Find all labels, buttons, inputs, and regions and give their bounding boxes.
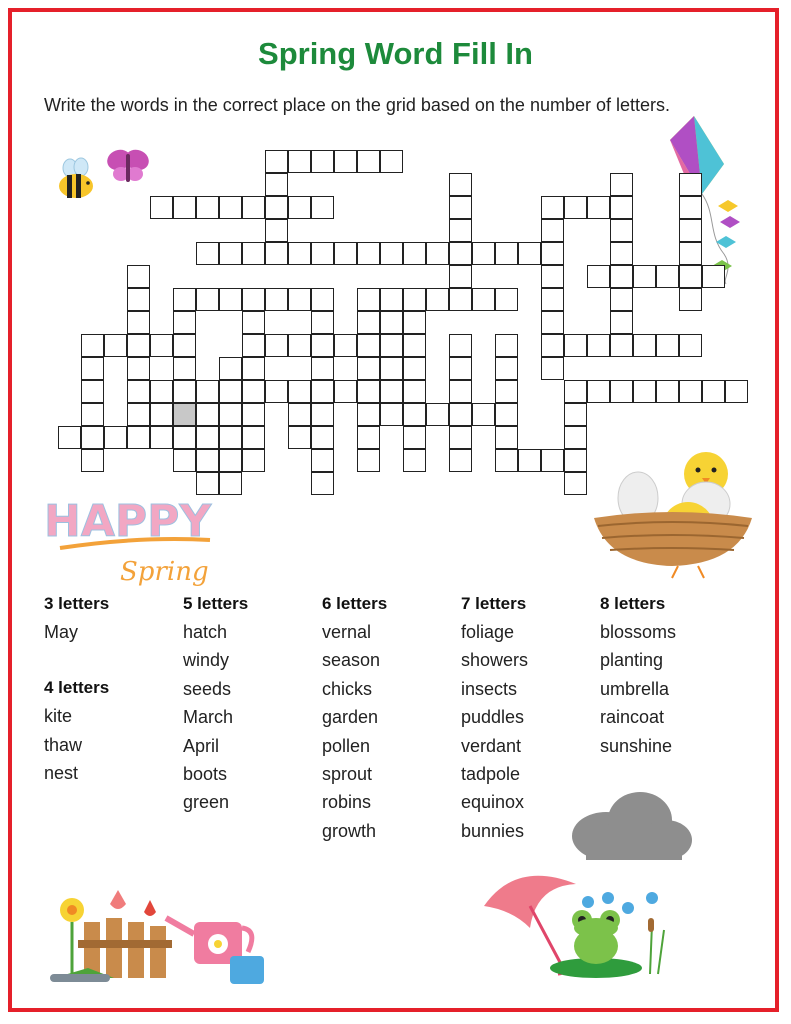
word-item: windy xyxy=(183,650,230,671)
grid-cell[interactable] xyxy=(449,265,472,288)
heading-3-letters: 3 letters xyxy=(44,594,110,613)
grid-cell[interactable] xyxy=(702,265,725,288)
grid-cell[interactable] xyxy=(219,472,242,495)
grid-cell[interactable] xyxy=(403,242,426,265)
grid-cell[interactable] xyxy=(81,380,104,403)
grid-cell[interactable] xyxy=(564,426,587,449)
word-item: chicks xyxy=(322,678,373,699)
word-item: March xyxy=(183,707,234,728)
heading-7-letters: 7 letters xyxy=(461,594,527,613)
grid-cell[interactable] xyxy=(679,219,702,242)
grid-cell[interactable] xyxy=(449,242,472,265)
grid-cell[interactable] xyxy=(288,380,311,403)
grid-cell[interactable] xyxy=(541,288,564,311)
grid-cell[interactable] xyxy=(564,472,587,495)
grid-cell[interactable] xyxy=(242,242,265,265)
grid-cell[interactable] xyxy=(265,242,288,265)
grid-cell[interactable] xyxy=(495,449,518,472)
grid-cell[interactable] xyxy=(610,265,633,288)
page-title: Spring Word Fill In xyxy=(258,36,533,71)
grid-cell[interactable] xyxy=(449,219,472,242)
grid-cell[interactable] xyxy=(564,403,587,426)
grid-cell[interactable] xyxy=(196,449,219,472)
grid-cell[interactable] xyxy=(610,334,633,357)
grid-cell[interactable] xyxy=(196,380,219,403)
grid-cell[interactable] xyxy=(173,426,196,449)
frog-icon xyxy=(540,884,672,980)
grid-cell[interactable] xyxy=(541,449,564,472)
word-item: seeds xyxy=(183,678,232,699)
word-item: hatch xyxy=(183,622,228,642)
grid-cell[interactable] xyxy=(656,380,679,403)
grid-cell[interactable] xyxy=(633,380,656,403)
grid-cell[interactable] xyxy=(81,357,104,380)
word-item: tadpole xyxy=(461,763,521,784)
grid-cell[interactable] xyxy=(541,265,564,288)
grid-cell[interactable] xyxy=(127,357,150,380)
grid-cell[interactable] xyxy=(242,380,265,403)
grid-cell[interactable] xyxy=(288,426,311,449)
instructions: Write the words in the correct place on the grid based on the number of letters. xyxy=(44,95,671,115)
grid-cell[interactable] xyxy=(449,426,472,449)
grid-cell[interactable] xyxy=(311,242,334,265)
grid-cell[interactable] xyxy=(311,311,334,334)
grid-cell[interactable] xyxy=(472,242,495,265)
grid-cell[interactable] xyxy=(449,403,472,426)
grid-cell[interactable] xyxy=(127,311,150,334)
grid-cell[interactable] xyxy=(633,334,656,357)
grid-cell[interactable] xyxy=(357,311,380,334)
grid-cell[interactable] xyxy=(380,357,403,380)
grid-cell[interactable] xyxy=(495,403,518,426)
word-item: thaw xyxy=(44,734,83,755)
grid-cell[interactable] xyxy=(610,380,633,403)
grid-cell[interactable] xyxy=(610,173,633,196)
word-column-3-4 xyxy=(44,594,184,792)
grid-cell[interactable] xyxy=(104,334,127,357)
word-item: showers xyxy=(461,650,529,671)
grid-cell[interactable] xyxy=(357,426,380,449)
grid-cell[interactable] xyxy=(403,288,426,311)
grid-cell[interactable] xyxy=(288,242,311,265)
grid-cell[interactable] xyxy=(150,426,173,449)
grid-cell[interactable] xyxy=(426,288,449,311)
heading-8-letters: 8 letters xyxy=(600,594,666,613)
grid-cell[interactable] xyxy=(242,426,265,449)
grid-cell[interactable] xyxy=(357,242,380,265)
word-item: May xyxy=(44,622,79,642)
grid-cell[interactable] xyxy=(541,357,564,380)
grid-cell[interactable] xyxy=(265,288,288,311)
grid-cell[interactable] xyxy=(173,334,196,357)
grid-cell[interactable] xyxy=(127,380,150,403)
grid-cell[interactable] xyxy=(495,242,518,265)
grid-cell[interactable] xyxy=(587,380,610,403)
grid-cell[interactable] xyxy=(679,334,702,357)
grid-cell[interactable] xyxy=(173,357,196,380)
grid-cell[interactable] xyxy=(127,288,150,311)
heading-5-letters: 5 letters xyxy=(183,594,249,613)
grid-cell[interactable] xyxy=(219,449,242,472)
grid-cell[interactable] xyxy=(173,288,196,311)
grid-cell[interactable] xyxy=(449,196,472,219)
grid-cell[interactable] xyxy=(357,357,380,380)
grid-cell[interactable] xyxy=(610,196,633,219)
grid-cell[interactable] xyxy=(610,242,633,265)
grid-cell[interactable] xyxy=(449,449,472,472)
grid-cell[interactable] xyxy=(449,357,472,380)
grid-cell[interactable] xyxy=(518,242,541,265)
grid-cell[interactable] xyxy=(311,380,334,403)
grid-cell[interactable] xyxy=(725,380,748,403)
grid-cell[interactable] xyxy=(242,357,265,380)
grid-cell[interactable] xyxy=(449,173,472,196)
grid-cell[interactable] xyxy=(380,403,403,426)
word-item: garden xyxy=(322,707,379,728)
heading-4-letters: 4 letters xyxy=(44,678,110,698)
grid-cell[interactable] xyxy=(265,196,288,219)
grid-cell[interactable] xyxy=(403,449,426,472)
grid-cell[interactable] xyxy=(679,242,702,265)
grid-cell[interactable] xyxy=(311,334,334,357)
grid-cell[interactable] xyxy=(81,426,104,449)
grid-cell[interactable] xyxy=(426,242,449,265)
grid-cell[interactable] xyxy=(334,334,357,357)
grid-cell[interactable] xyxy=(403,334,426,357)
word-item: robins xyxy=(322,792,372,813)
grid-cell[interactable] xyxy=(311,426,334,449)
grid-cell[interactable] xyxy=(265,173,288,196)
word-item: boots xyxy=(183,763,228,784)
grid-cell[interactable] xyxy=(679,380,702,403)
grid-cell[interactable] xyxy=(702,380,725,403)
word-item: insects xyxy=(461,678,518,699)
grid-cell[interactable] xyxy=(104,426,127,449)
word-item: puddles xyxy=(461,707,525,728)
grid-cell[interactable] xyxy=(403,380,426,403)
word-item: verdant xyxy=(461,735,522,756)
grid-cell[interactable] xyxy=(610,219,633,242)
word-item: equinox xyxy=(461,792,525,813)
grid-cell[interactable] xyxy=(449,288,472,311)
grid-cell[interactable] xyxy=(564,334,587,357)
grid-cell[interactable] xyxy=(403,357,426,380)
grid-cell[interactable] xyxy=(150,380,173,403)
grid-cell[interactable] xyxy=(380,150,403,173)
word-item: kite xyxy=(44,706,73,727)
heading-6-letters: 6 letters xyxy=(322,594,388,613)
grid-cell[interactable] xyxy=(196,403,219,426)
grid-cell[interactable] xyxy=(472,288,495,311)
grid-cell[interactable] xyxy=(334,150,357,173)
grid-cell[interactable] xyxy=(265,380,288,403)
grid-cell[interactable] xyxy=(449,334,472,357)
grid-cell[interactable] xyxy=(564,380,587,403)
grid-cell[interactable] xyxy=(495,334,518,357)
grid-cell[interactable] xyxy=(173,403,196,426)
grid-cell[interactable] xyxy=(288,334,311,357)
grid-cell[interactable] xyxy=(518,449,541,472)
word-item: planting xyxy=(600,650,664,671)
grid-cell[interactable] xyxy=(679,196,702,219)
word-item: foliage xyxy=(461,622,515,642)
grid-cell[interactable] xyxy=(357,380,380,403)
grid-cell[interactable] xyxy=(541,334,564,357)
grid-cell[interactable] xyxy=(219,426,242,449)
word-item: pollen xyxy=(322,735,371,756)
grid-cell[interactable] xyxy=(311,357,334,380)
grid-cell[interactable] xyxy=(219,357,242,380)
word-item: green xyxy=(183,792,230,813)
grid-cell[interactable] xyxy=(357,403,380,426)
grid-cell[interactable] xyxy=(127,403,150,426)
grid-cell[interactable] xyxy=(380,334,403,357)
grid-cell[interactable] xyxy=(380,311,403,334)
grid-cell[interactable] xyxy=(173,311,196,334)
grid-cell[interactable] xyxy=(127,426,150,449)
grid-cell[interactable] xyxy=(679,288,702,311)
grid-cell[interactable] xyxy=(81,334,104,357)
svg-text:HAPPY: HAPPY xyxy=(44,496,212,547)
word-column-7 xyxy=(461,594,601,849)
grid-cell[interactable] xyxy=(587,334,610,357)
word-item: nest xyxy=(44,763,79,784)
grid-cell[interactable] xyxy=(495,380,518,403)
grid-cell[interactable] xyxy=(357,449,380,472)
grid-cell[interactable] xyxy=(311,472,334,495)
grid-cell[interactable] xyxy=(656,265,679,288)
grid-cell[interactable] xyxy=(196,196,219,219)
word-item: raincoat xyxy=(600,707,665,728)
grid-cell[interactable] xyxy=(150,403,173,426)
grid-cell[interactable] xyxy=(81,449,104,472)
word-item: season xyxy=(322,650,381,671)
grid-cell[interactable] xyxy=(380,380,403,403)
grid-cell[interactable] xyxy=(288,288,311,311)
grid-cell[interactable] xyxy=(403,311,426,334)
word-item: April xyxy=(183,735,220,756)
word-item: bunnies xyxy=(461,820,525,841)
grid-cell[interactable] xyxy=(311,403,334,426)
word-column-8 xyxy=(600,594,740,764)
grid-cell[interactable] xyxy=(564,196,587,219)
grid-cell[interactable] xyxy=(196,242,219,265)
grid-cell[interactable] xyxy=(219,242,242,265)
word-item: blossoms xyxy=(600,622,677,642)
grid-cell[interactable] xyxy=(403,403,426,426)
grid-cell[interactable] xyxy=(472,403,495,426)
grid-cell[interactable] xyxy=(357,150,380,173)
grid-cell[interactable] xyxy=(357,334,380,357)
grid-cell[interactable] xyxy=(265,334,288,357)
grid-cell[interactable] xyxy=(495,426,518,449)
grid-cell[interactable] xyxy=(311,150,334,173)
grid-cell[interactable] xyxy=(541,219,564,242)
grid-cell[interactable] xyxy=(242,288,265,311)
grid-cell[interactable] xyxy=(541,242,564,265)
grid-cell[interactable] xyxy=(311,449,334,472)
grid-cell[interactable] xyxy=(495,288,518,311)
grid-cell[interactable] xyxy=(196,426,219,449)
grid-cell[interactable] xyxy=(219,288,242,311)
grid-cell[interactable] xyxy=(150,334,173,357)
word-item: sprout xyxy=(322,763,373,784)
grid-cell[interactable] xyxy=(495,357,518,380)
grid-cell[interactable] xyxy=(265,150,288,173)
svg-text:Spring: Spring xyxy=(120,557,209,587)
word-item: sunshine xyxy=(600,735,673,756)
grid-cell[interactable] xyxy=(679,173,702,196)
grid-cell[interactable] xyxy=(311,196,334,219)
grid-cell[interactable] xyxy=(380,288,403,311)
grid-cell[interactable] xyxy=(242,311,265,334)
grid-cell[interactable] xyxy=(679,265,702,288)
grid-cell[interactable] xyxy=(196,288,219,311)
grid-cell[interactable] xyxy=(173,196,196,219)
grid-cell[interactable] xyxy=(288,403,311,426)
grid-cell[interactable] xyxy=(81,403,104,426)
grid-cell[interactable] xyxy=(656,334,679,357)
grid-cell[interactable] xyxy=(58,426,81,449)
grid-cell[interactable] xyxy=(610,288,633,311)
grid-cell[interactable] xyxy=(242,403,265,426)
grid-cell[interactable] xyxy=(219,380,242,403)
flowers-fence-watering-can-icon xyxy=(44,878,274,990)
grid-cell[interactable] xyxy=(127,265,150,288)
grid-cell[interactable] xyxy=(127,334,150,357)
grid-cell[interactable] xyxy=(288,196,311,219)
word-item: growth xyxy=(322,820,377,841)
word-item: vernal xyxy=(322,622,372,642)
grid-cell[interactable] xyxy=(334,380,357,403)
grid-cell[interactable] xyxy=(219,196,242,219)
grid-cell[interactable] xyxy=(242,334,265,357)
grid-cell[interactable] xyxy=(265,219,288,242)
grid-cell[interactable] xyxy=(334,242,357,265)
grid-cell[interactable] xyxy=(357,288,380,311)
grid-cell[interactable] xyxy=(242,449,265,472)
grid-cell[interactable] xyxy=(426,403,449,426)
grid-cell[interactable] xyxy=(541,196,564,219)
grid-cell[interactable] xyxy=(242,196,265,219)
grid-cell[interactable] xyxy=(587,196,610,219)
grid-cell[interactable] xyxy=(449,380,472,403)
grid-cell[interactable] xyxy=(196,472,219,495)
grid-cell[interactable] xyxy=(173,380,196,403)
grid-cell[interactable] xyxy=(311,288,334,311)
grid-cell[interactable] xyxy=(587,265,610,288)
grid-cell[interactable] xyxy=(610,311,633,334)
word-item: umbrella xyxy=(600,678,670,699)
grid-cell[interactable] xyxy=(173,449,196,472)
word-column-6 xyxy=(322,594,462,849)
grid-cell[interactable] xyxy=(288,150,311,173)
grid-cell[interactable] xyxy=(564,449,587,472)
grid-cell[interactable] xyxy=(150,196,173,219)
grid-cell[interactable] xyxy=(219,403,242,426)
word-column-5 xyxy=(183,594,323,821)
grid-cell[interactable] xyxy=(380,242,403,265)
grid-cell[interactable] xyxy=(403,426,426,449)
grid-cell[interactable] xyxy=(633,265,656,288)
grid-cell[interactable] xyxy=(541,311,564,334)
